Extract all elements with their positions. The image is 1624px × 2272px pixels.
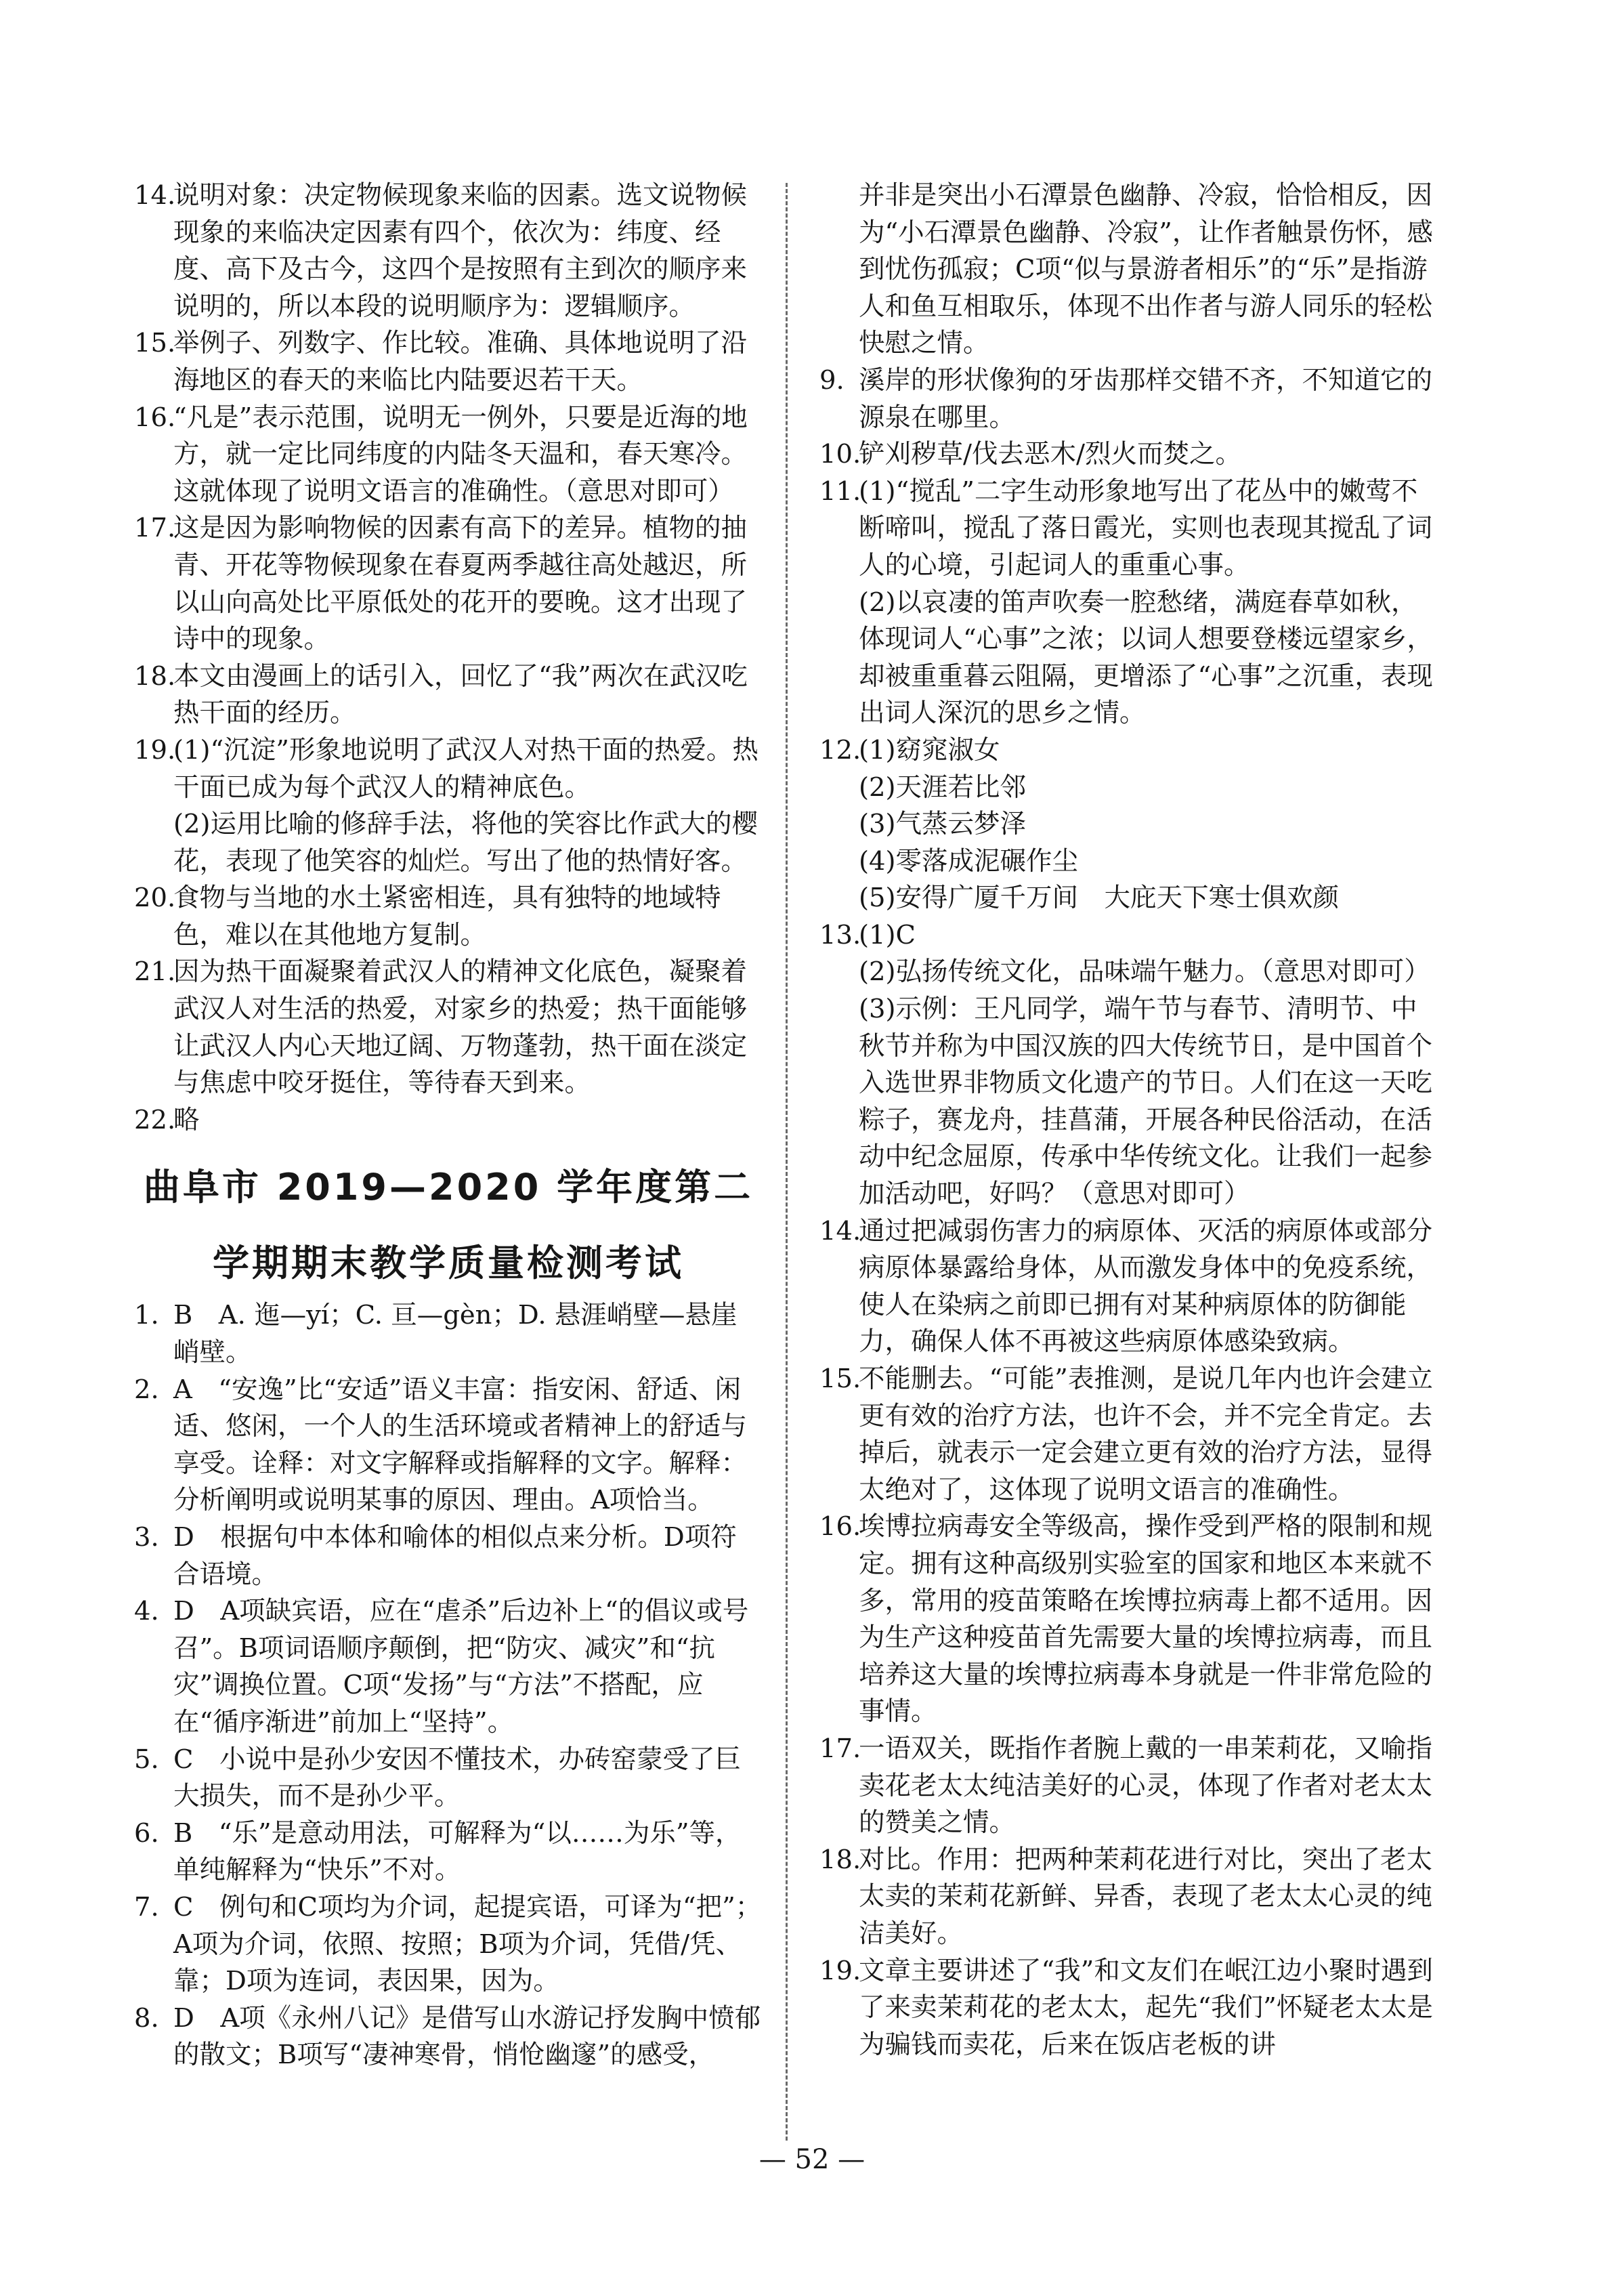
item-text: B A. 迤—yí；C. 亘—gèn；D. 悬涯峭壁—悬崖峭壁。: [173, 1300, 738, 1368]
item-text: D 根据句中本体和喻体的相似点来分析。D项符合语境。: [173, 1522, 737, 1590]
section-heading-line1: 曲阜市 2019—2020 学年度第二: [143, 1166, 754, 1209]
item-text: (1)窈窕淑女: [859, 734, 1000, 765]
item-subanswer: (4)零落成泥碾作尘: [859, 845, 1079, 877]
answer-item: [134, 1593, 763, 1741]
item-subanswer: (3)气蒸云梦泽: [859, 809, 1027, 840]
item-number: 5.: [134, 1744, 159, 1775]
item-number: 16.: [819, 1511, 861, 1542]
answer-item: [134, 1372, 763, 1519]
answer-item: [819, 1731, 1443, 1842]
continuation-text: 并非是突出小石潭景色幽静、冷寂，恰恰相反，因为“小石潭景色幽静、冷寂”，让作者触景伤怀，感到忧伤孤寂；C项“似与景游者相乐”的“乐”是指游人和鱼互相取乐，体现不出作者与游人同乐的轻松快慰之情。: [859, 180, 1433, 359]
left-column: [134, 177, 763, 2074]
item-text: 举例子、列数字、作比较。准确、具体地说明了沿海地区的春天的来临比内陆要迟若干天。: [173, 328, 748, 396]
item-number: 6.: [134, 1817, 159, 1849]
item-subanswer: (2)天涯若比邻: [859, 772, 1027, 803]
item-number: 8.: [134, 2002, 159, 2034]
answer-continuation: [819, 177, 1443, 362]
item-text: 通过把减弱伤害力的病原体、灭活的病原体或部分病原体暴露给身体，从而激发身体中的免疫系统，使人在染病之前即已拥有对某种病原体的防御能力，确保人体不再被这些病原体感染致病。: [859, 1215, 1433, 1358]
item-number: 11.: [819, 476, 861, 507]
answer-item: [134, 954, 763, 1101]
item-number: 9.: [819, 364, 845, 396]
item-text: (1)“沉淀”形象地说明了武汉人对热干面的热爱。热干面已成为每个武汉人的精神底色。: [173, 734, 758, 803]
item-text: 一语双关，既指作者腕上戴的一串茉莉花，又喻指卖花老太太纯洁美好的心灵，体现了作者对老太太的赞美之情。: [859, 1733, 1433, 1838]
item-number: 18.: [134, 660, 176, 692]
answer-item: [819, 1361, 1443, 1509]
right-column: [819, 177, 1443, 2063]
answer-item: [134, 1742, 763, 1815]
item-text: 本文由漫画上的话引入，回忆了“我”两次在武汉吃热干面的经历。: [173, 660, 748, 729]
item-text: 埃博拉病毒安全等级高，操作受到严格的限制和规定。拥有这种高级别实验室的国家和地区本来就不多，常用的疫苗策略在埃博拉病毒上都不适用。因为生产这种疫苗首先需要大量的埃博拉病毒，而且培养这大量的埃博拉病毒本身就是一件非常危险的事情。: [859, 1511, 1433, 1727]
item-number: 1.: [134, 1300, 159, 1331]
item-number: 14.: [819, 1215, 861, 1246]
item-text: 铲刈秽草/伐去恶木/烈火而焚之。: [859, 439, 1241, 470]
answer-item: [819, 1842, 1443, 1953]
item-number: 10.: [819, 439, 861, 470]
section-heading-line2: 学期期末教学质量检测考试: [213, 1242, 684, 1285]
item-number: 19.: [819, 1955, 861, 1986]
item-text: C 例句和C项均为介词，起提宾语，可译为“把”；A项为介词，依照、按照；B项为介词，凭借/凭、靠；D项为连词，表因果，因为。: [173, 1891, 762, 1997]
answer-item: [819, 1213, 1443, 1361]
answer-item: [819, 362, 1443, 436]
item-number: 7.: [134, 1891, 159, 1922]
item-number: 14.: [134, 180, 176, 211]
answer-item: [819, 436, 1443, 474]
item-number: 13.: [819, 919, 861, 950]
item-text: “凡是”表示范围，说明无一例外，只要是近海的地方，就一定比同纬度的内陆冬天温和，春天寒冷。这就体现了说明文语言的准确性。（意思对即可）: [173, 402, 748, 507]
answer-item: [134, 510, 763, 658]
item-number: 20.: [134, 883, 176, 914]
item-text: A “安逸”比“安适”语义丰富：指安闲、舒适、闲适、悠闲，一个人的生活环境或者精神上的舒适与享受。诠释：对文字解释或指解释的文字。解释：分析阐明或说明某事的原因、理由。A项恰当。: [173, 1374, 748, 1516]
item-number: 2.: [134, 1374, 159, 1405]
answer-item: [819, 917, 1443, 1213]
answer-item: [819, 1953, 1443, 2064]
item-text: C 小说中是孙少安因不懂技术，办砖窑蒙受了巨大损失，而不是孙少平。: [173, 1744, 741, 1812]
answer-item: [134, 732, 763, 880]
item-text: B “乐”是意动用法，可解释为“以……为乐”等，单纯解释为“快乐”不对。: [173, 1817, 742, 1886]
item-subanswer: (2)弘扬传统文化，品味端午魅力。（意思对即可）: [859, 956, 1430, 988]
item-number: 3.: [134, 1522, 159, 1553]
answer-item: [134, 1889, 763, 2000]
answer-item: [134, 2000, 763, 2074]
item-number: 17.: [819, 1733, 861, 1764]
item-number: 16.: [134, 402, 176, 433]
item-text: 溪岸的形状像狗的牙齿那样交错不齐，不知道它的源泉在哪里。: [859, 364, 1433, 433]
item-text: (1)“搅乱”二字生动形象地写出了花丛中的嫩莺不断啼叫，搅乱了落日霞光，实则也表现其搅乱了词人的心境，引起词人的重重心事。: [859, 476, 1433, 581]
item-text: D A项缺宾语，应在“虐杀”后边补上“的倡议或号召”。B项词语顺序颠倒，把“防灾、减灾”和“抗灾”调换位置。C项“发扬”与“方法”不搭配，应在“循序渐进”前加上“坚持”。: [173, 1596, 749, 1738]
answer-item: [134, 400, 763, 511]
answer-item: [134, 880, 763, 954]
item-text: 食物与当地的水土紧密相连，具有独特的地域特色，难以在其他地方复制。: [173, 883, 721, 950]
item-text: 因为热干面凝聚着武汉人的精神文化底色，凝聚着武汉人对生活的热爱，对家乡的热爱；热干面能够让武汉人内心天地辽阔、万物蓬勃，热干面在淡定与焦虑中咬牙挺住，等待春天到来。: [173, 956, 748, 1099]
item-text: 说明对象：决定物候现象来临的因素。选文说物候现象的来临决定因素有四个，依次为：纬度、经度、高下及古今，这四个是按照有主到次的顺序来说明的，所以本段的说明顺序为：逻辑顺序。: [173, 180, 748, 322]
item-text: D A项《永州八记》是借写山水游记抒发胸中愤郁的散文；B项写“凄神寒骨，悄怆幽邃”的感受，: [173, 2002, 761, 2071]
item-number: 22.: [134, 1104, 176, 1135]
item-text: 不能删去。“可能”表推测，是说几年内也许会建立更有效的治疗方法，也许不会，并不完全肯定。去掉后，就表示一定会建立更有效的治疗方法，显得太绝对了，这体现了说明文语言的准确性。: [859, 1364, 1433, 1505]
item-subanswer: (2)以哀凄的笛声吹奏一腔愁绪，满庭春草如秋，体现词人“心事”之浓；以词人想要登楼远望家乡，却被重重暮云阻隔，更增添了“心事”之沉重，表现出词人深沉的思乡之情。: [859, 587, 1433, 729]
answer-item: [134, 1102, 763, 1139]
answer-item: [819, 732, 1443, 917]
answer-item: [819, 1509, 1443, 1731]
item-text: (1)C: [859, 919, 916, 950]
answer-item: [134, 658, 763, 732]
item-subanswer: (5)安得广厦千万间 大庇天下寒士俱欢颜: [859, 883, 1340, 914]
answer-item: [819, 474, 1443, 732]
item-text: 对比。作用：把两种茉莉花进行对比，突出了老太太卖的茉莉花新鲜、异香，表现了老太太心灵的纯洁美好。: [859, 1844, 1433, 1949]
answer-item: [134, 1297, 763, 1371]
page-number: — 52 —: [758, 2144, 866, 2175]
item-subanswer: (2)运用比喻的修辞手法，将他的笑容比作武大的樱花，表现了他笑容的灿烂。写出了他的热情好客。: [173, 809, 758, 877]
item-number: 18.: [819, 1844, 861, 1875]
item-number: 12.: [819, 734, 861, 765]
item-text: 这是因为影响物候的因素有高下的差异。植物的抽青、开花等物候现象在春夏两季越往高处越迟，所以山向高处比平原低处的花开的要晚。这才出现了诗中的现象。: [173, 513, 748, 655]
item-text: 略: [173, 1104, 200, 1135]
answer-item: [134, 1519, 763, 1593]
item-subanswer: (3)示例：王凡同学，端午节与春节、清明节、中秋节并称为中国汉族的四大传统节日，是中国首个入选世界非物质文化遗产的节日。人们在这一天吃粽子，赛龙舟，挂菖蒲，开展各种民俗活动，在活动中纪念屈原，传承中华传统文化。让我们一起参加活动吧，好吗？（意思对即可）: [859, 994, 1433, 1210]
answer-item: [134, 325, 763, 399]
column-divider: [786, 183, 788, 2141]
item-number: 15.: [819, 1364, 861, 1394]
item-number: 17.: [134, 513, 176, 544]
answer-item: [134, 177, 763, 325]
item-number: 19.: [134, 734, 176, 765]
item-number: 15.: [134, 328, 176, 359]
item-number: 4.: [134, 1596, 159, 1627]
item-number: 21.: [134, 956, 176, 988]
item-text: 文章主要讲述了“我”和文友们在岷江边小聚时遇到了来卖茉莉花的老太太，起先“我们”怀疑老太太是为骗钱而卖花，后来在饭店老板的讲: [859, 1955, 1433, 2060]
answer-item: [134, 1815, 763, 1889]
